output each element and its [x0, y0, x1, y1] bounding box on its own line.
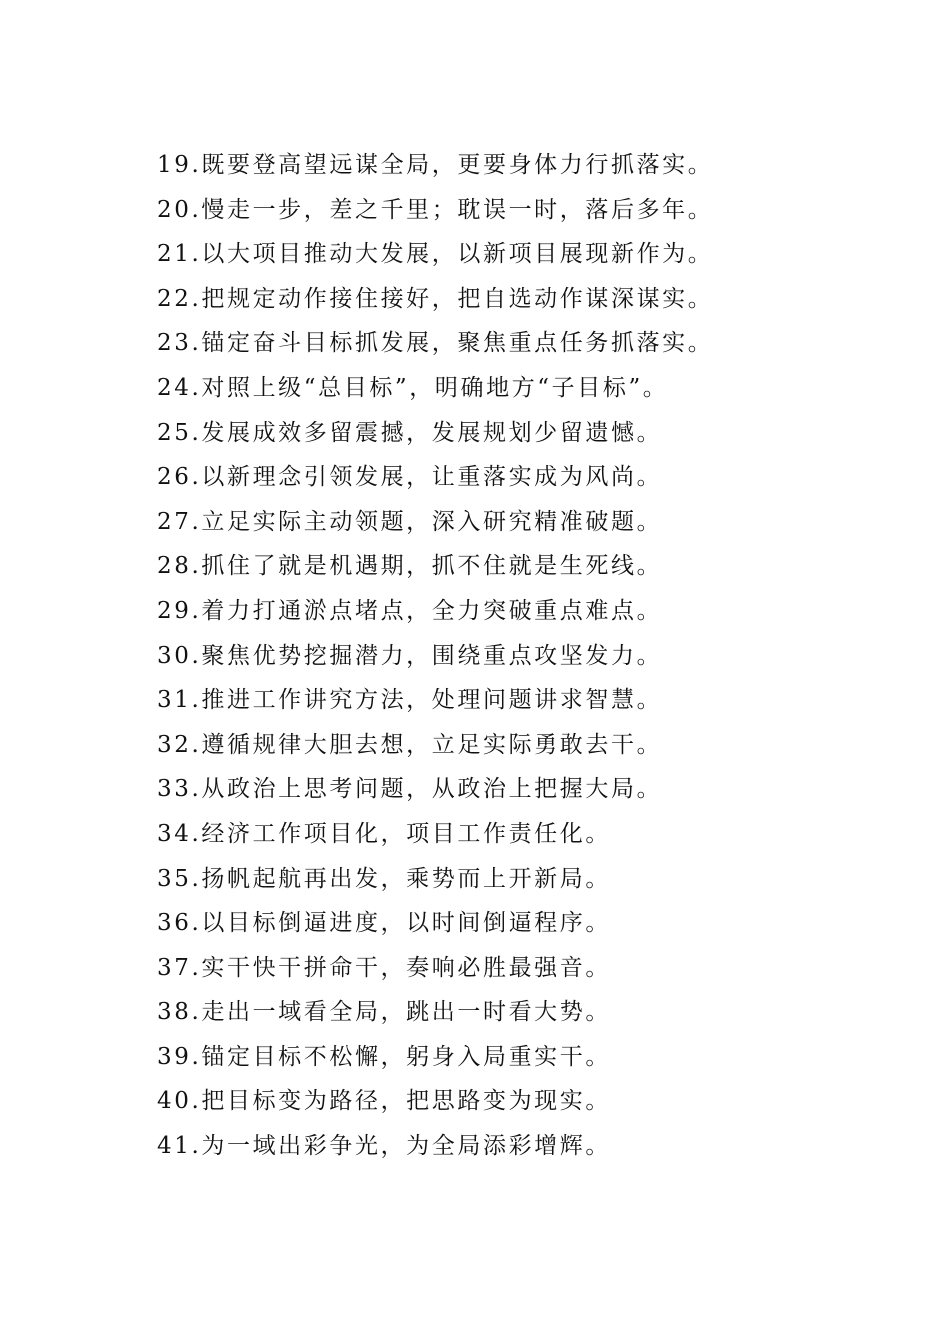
list-item: 30.聚焦优势挖掘潜力，围绕重点攻坚发力。 [157, 642, 663, 669]
list-item: 34.经济工作项目化，项目工作责任化。 [157, 820, 611, 847]
list-item: 39.锚定目标不松懈，躬身入局重实干。 [157, 1043, 611, 1070]
list-item: 38.走出一域看全局，跳出一时看大势。 [157, 999, 611, 1026]
list-item: 37.实干快干拼命干，奏响必胜最强音。 [157, 954, 611, 981]
list-item: 23.锚定奋斗目标抓发展，聚焦重点任务抓落实。 [157, 330, 714, 357]
list-item: 31.推进工作讲究方法，处理问题讲求智慧。 [157, 687, 663, 714]
list-item: 33.从政治上思考问题，从政治上把握大局。 [157, 776, 663, 803]
list-item: 29.着力打通淤点堵点，全力突破重点难点。 [157, 597, 663, 624]
list-item: 40.把目标变为路径，把思路变为现实。 [157, 1088, 611, 1115]
list-item: 19.既要登高望远谋全局，更要身体力行抓落实。 [157, 152, 714, 178]
list-item: 26.以新理念引领发展，让重落实成为风尚。 [157, 464, 663, 491]
list-item: 41.为一域出彩争光，为全局添彩增辉。 [157, 1133, 611, 1160]
list-item: 25.发展成效多留震撼，发展规划少留遗憾。 [157, 419, 663, 446]
list-item: 36.以目标倒逼进度，以时间倒逼程序。 [157, 910, 611, 937]
list-item: 24.对照上级“总目标”，明确地方“子目标”。 [157, 374, 669, 401]
list-item: 21.以大项目推动大发展，以新项目展现新作为。 [157, 241, 714, 268]
list-item: 27.立足实际主动领题，深入研究精准破题。 [157, 508, 663, 535]
slogan-list [157, 143, 877, 1169]
list-item: 35.扬帆起航再出发，乘势而上开新局。 [157, 865, 611, 892]
list-item: 20.慢走一步，差之千里；耽误一时，落后多年。 [157, 196, 714, 223]
list-item: 32.遵循规律大胆去想，立足实际勇敢去干。 [157, 731, 663, 758]
list-item: 28.抓住了就是机遇期，抓不住就是生死线。 [157, 553, 663, 580]
list-item: 22.把规定动作接住接好，把自选动作谋深谋实。 [157, 285, 714, 312]
